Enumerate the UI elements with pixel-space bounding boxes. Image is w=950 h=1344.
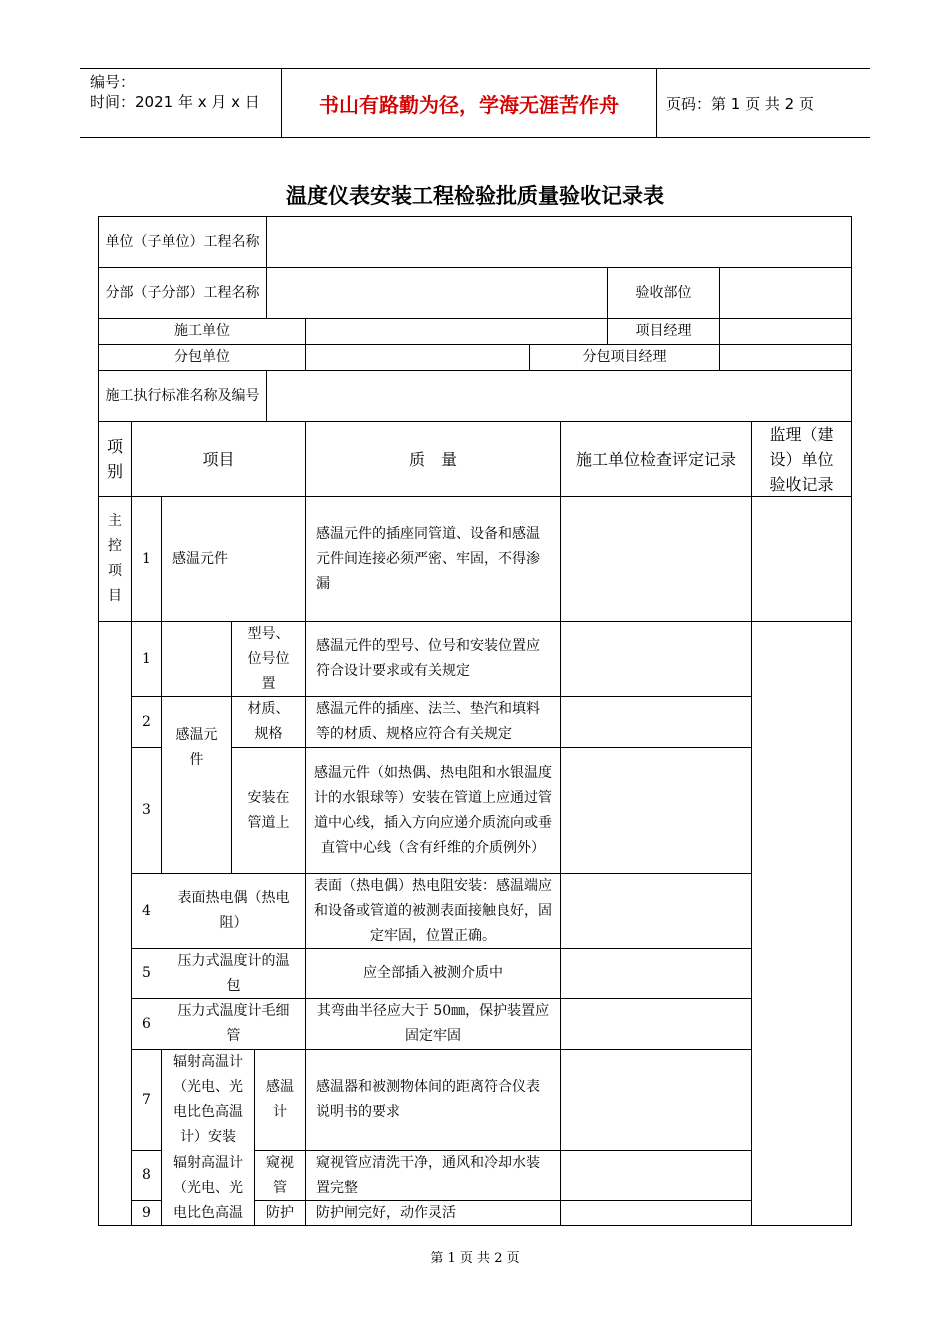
col-header-item: 项目 bbox=[202, 449, 235, 469]
row-9-no: 9 bbox=[142, 1204, 151, 1221]
time-label: 时间：2021 年 x 月 x 日 bbox=[90, 93, 260, 111]
row-2-sub: 材质、规格 bbox=[247, 701, 290, 742]
col-header-category: 项别 bbox=[106, 437, 123, 481]
col-line bbox=[560, 421, 561, 1226]
row-8-quality: 窥视管应清洗干净，通风和冷却水装置完整 bbox=[316, 1154, 540, 1196]
document-title: 温度仪表安装工程检验批质量验收记录表 bbox=[286, 183, 664, 208]
col-line bbox=[719, 267, 720, 371]
row-2-no: 2 bbox=[142, 713, 151, 730]
row-4-item: 表面热电偶（热电阻） bbox=[177, 890, 290, 931]
main-control-item: 感温元件 bbox=[172, 550, 228, 567]
row-3-quality: 感温元件（如热偶、热电阻和水银温度计的水银球等）安装在管道上应通过管道中心线，插入方向应递介质流向或垂直管中心线（含有纤维的介质例外） bbox=[314, 764, 552, 856]
row-6-item: 压力式温度计毛细管 bbox=[177, 1003, 290, 1044]
row-2-quality: 感温元件的插座、法兰、垫汽和填料等的材质、规格应符合有关规定 bbox=[316, 701, 540, 742]
accept-part-label: 验收部位 bbox=[635, 284, 692, 301]
page-footer: 第 1 页 共 2 页 bbox=[430, 1251, 520, 1266]
row-1-quality: 感温元件的型号、位号和安装位置应符合设计要求或有关规定 bbox=[316, 638, 540, 679]
row-7-sub: 感温计 bbox=[266, 1079, 294, 1120]
row-4-no: 4 bbox=[142, 902, 151, 919]
col-line bbox=[305, 318, 306, 371]
row-7-quality: 感温器和被测物体间的距离符合仪表说明书的要求 bbox=[316, 1079, 540, 1120]
col-header-quality: 质 量 bbox=[408, 449, 457, 469]
row-9-quality: 防护闸完好，动作灵活 bbox=[316, 1204, 456, 1221]
row-5-item: 压力式温度计的温包 bbox=[177, 952, 290, 994]
row-3-no: 3 bbox=[142, 802, 151, 818]
col-line bbox=[266, 370, 267, 421]
sub-manager-label: 分包项目经理 bbox=[582, 349, 667, 365]
row-7-item: 辐射高温计（光电、光电比色高温计）安装 bbox=[173, 1054, 243, 1145]
row-1-no: 1 bbox=[142, 650, 151, 667]
row-5-quality: 应全部插入被测介质中 bbox=[363, 965, 503, 981]
sub-unit-label: 分包单位 bbox=[174, 349, 230, 365]
row-8-no: 8 bbox=[142, 1167, 151, 1183]
row-3-sub: 安装在管道上 bbox=[247, 789, 290, 831]
header-page-info: 页码：第 1 页 共 2 页 bbox=[666, 94, 814, 113]
standard-label: 施工执行标准名称及编号 bbox=[105, 387, 260, 404]
row-1-sub: 型号、位号位置 bbox=[247, 625, 290, 692]
row-8-sub: 窥视管 bbox=[266, 1154, 294, 1196]
table-border-right bbox=[851, 216, 852, 1226]
sub-project-label: 分部（子分部）工程名称 bbox=[105, 284, 260, 301]
col-line bbox=[751, 421, 752, 1226]
main-control-quality: 感温元件的插座同管道、设备和感温元件间连接必须严密、牢固，不得渗漏 bbox=[316, 525, 540, 592]
header-motto: 书山有路勤为径，学海无涯苦作舟 bbox=[282, 69, 657, 137]
unit-project-label: 单位（子单位）工程名称 bbox=[105, 233, 260, 250]
row-6-quality: 其弯曲半径应大于 50㎜，保护装置应固定牢固 bbox=[316, 1003, 550, 1044]
col-header-supervision: 监理（建设）单位验收记录 bbox=[769, 424, 834, 494]
row-4-quality: 表面（热电偶）热电阻安装：感温端应和设备或管道的被测表面接触良好，固定牢固，位置正确。 bbox=[314, 877, 552, 944]
col-header-construct-check: 施工单位检查评定记录 bbox=[575, 449, 736, 469]
col-line bbox=[266, 216, 267, 319]
project-manager-label: 项目经理 bbox=[635, 323, 692, 339]
construct-unit-label: 施工单位 bbox=[174, 323, 230, 339]
row-7-no: 7 bbox=[142, 1091, 151, 1108]
main-control-category: 主控项目 bbox=[108, 513, 122, 604]
number-label: 编号： bbox=[90, 73, 136, 91]
row-9-sub: 防护 bbox=[266, 1204, 294, 1221]
row-6-no: 6 bbox=[142, 1015, 151, 1032]
row-5-no: 5 bbox=[142, 965, 151, 981]
main-control-no: 1 bbox=[142, 550, 151, 567]
row-8-item: 辐射高温计（光电、光电比色高温 bbox=[173, 1155, 243, 1221]
sensor-group-label: 感温元件 bbox=[175, 726, 218, 768]
